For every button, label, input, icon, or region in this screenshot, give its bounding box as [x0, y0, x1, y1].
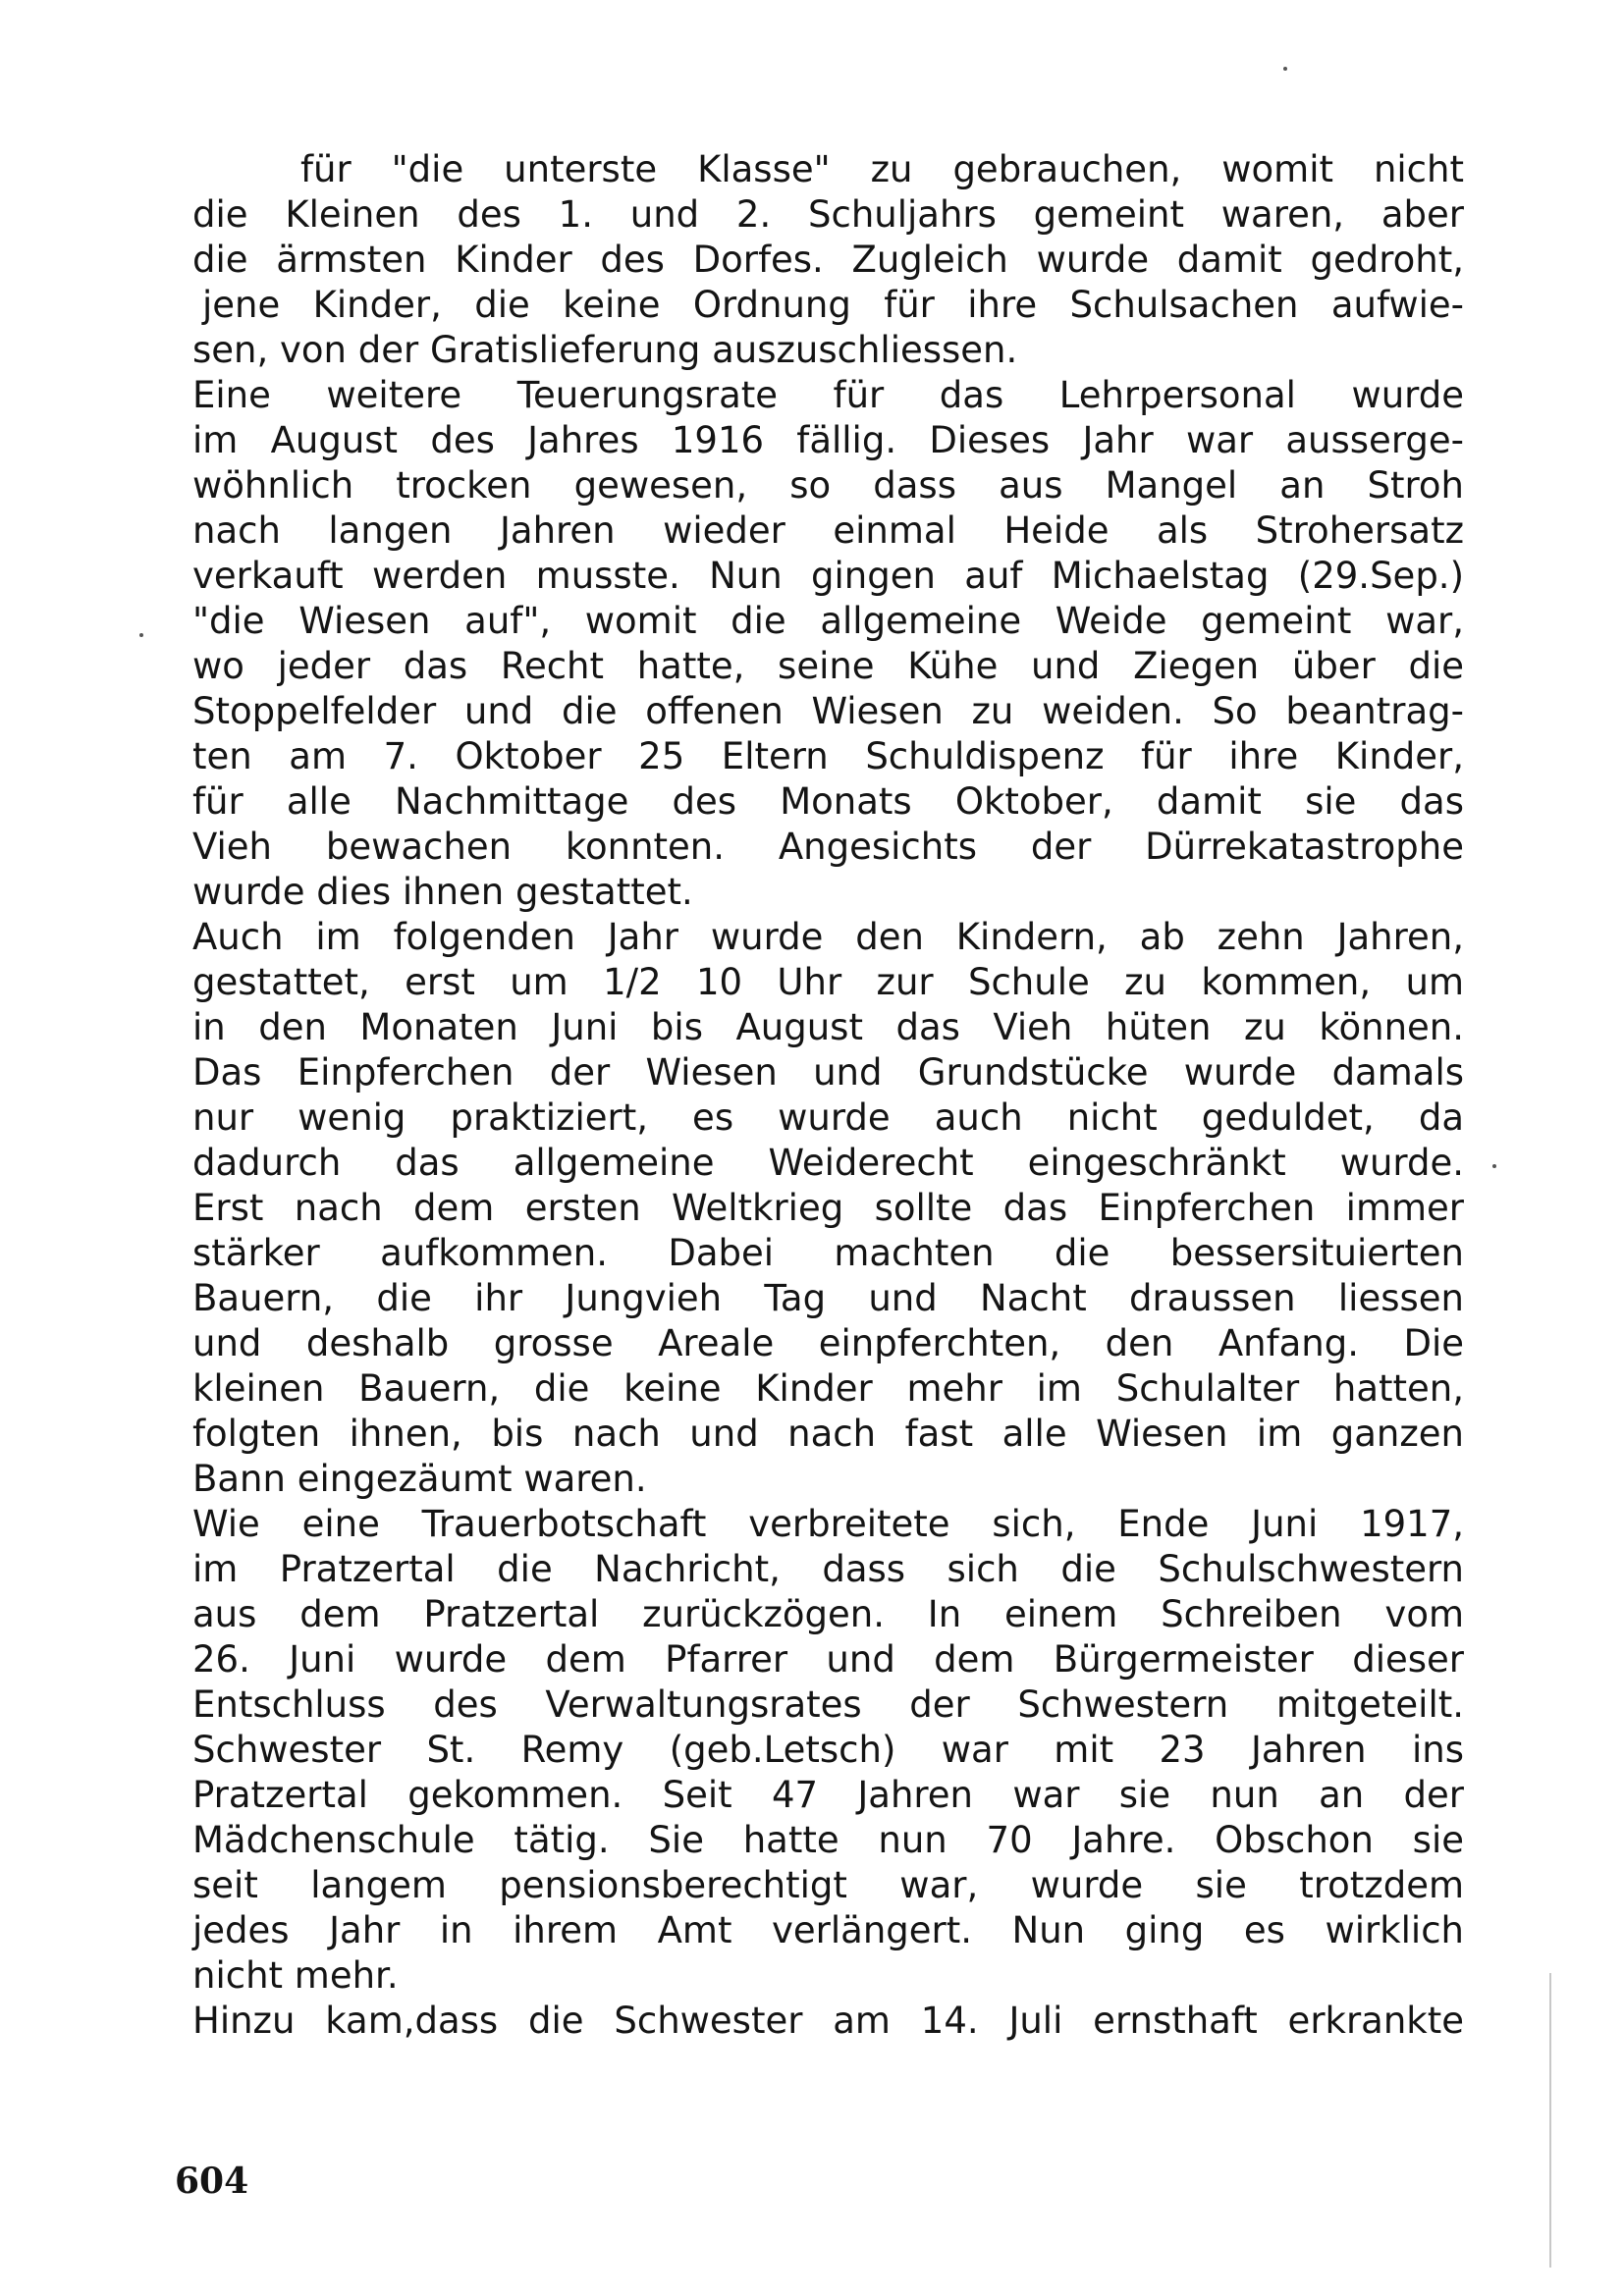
- text-line: wöhnlich trocken gewesen, so dass aus Mangel an Stroh: [192, 464, 1464, 507]
- text-line: 26. Juni wurde dem Pfarrer und dem Bürgermeister dieser: [192, 1638, 1464, 1681]
- text-line: Pratzertal gekommen. Seit 47 Jahren war sie nun an der: [192, 1774, 1464, 1816]
- text-line: Stoppelfelder und die offenen Wiesen zu weiden. So beantrag-: [192, 690, 1464, 732]
- text-line: Hinzu kam,dass die Schwester am 14. Juli ernsthaft erkrankte: [192, 2000, 1464, 2042]
- text-line: Wie eine Trauerbotschaft verbreitete sich, Ende Juni 1917,: [192, 1503, 1464, 1545]
- text-line: Auch im folgenden Jahr wurde den Kindern, ab zehn Jahren,: [192, 916, 1464, 958]
- text-line: Vieh bewachen konnten. Angesichts der Dürrekatastrophe: [192, 826, 1464, 868]
- text-line: nicht mehr.: [192, 1954, 399, 1997]
- text-line: Entschluss des Verwaltungsrates der Schwestern mitgeteilt.: [192, 1683, 1464, 1726]
- text-line: Bauern, die ihr Jungvieh Tag und Nacht draussen liessen: [192, 1277, 1464, 1319]
- scan-speck: [1492, 1164, 1496, 1168]
- text-line: sen, von der Gratislieferung auszuschliessen.: [192, 329, 1018, 371]
- text-line: für alle Nachmittage des Monats Oktober, damit sie das: [192, 780, 1464, 823]
- page-number: 604: [175, 2161, 249, 2202]
- text-line: im August des Jahres 1916 fällig. Dieses Jahr war ausserge-: [192, 419, 1464, 461]
- text-line: folgten ihnen, bis nach und nach fast alle Wiesen im ganzen: [192, 1413, 1464, 1455]
- text-line: nach langen Jahren wieder einmal Heide als Strohersatz: [192, 509, 1464, 552]
- text-line: jene Kinder, die keine Ordnung für ihre Schulsachen aufwie-: [202, 284, 1464, 326]
- text-line: gestattet, erst um 1/2 10 Uhr zur Schule zu kommen, um: [192, 961, 1464, 1003]
- text-line: stärker aufkommen. Dabei machten die bessersituierten: [192, 1232, 1464, 1274]
- text-line: die Kleinen des 1. und 2. Schuljahrs gemeint waren, aber: [192, 193, 1464, 236]
- text-line: jedes Jahr in ihrem Amt verlängert. Nun ging es wirklich: [192, 1909, 1464, 1951]
- text-line: wurde dies ihnen gestattet.: [192, 871, 693, 913]
- text-line: wo jeder das Recht hatte, seine Kühe und Ziegen über die: [192, 645, 1464, 687]
- text-line: Schwester St. Remy (geb.Letsch) war mit 23 Jahren ins: [192, 1729, 1464, 1771]
- text-line: dadurch das allgemeine Weiderecht eingeschränkt wurde.: [192, 1142, 1464, 1184]
- text-line: Eine weitere Teuerungsrate für das Lehrpersonal wurde: [192, 374, 1464, 416]
- text-line: aus dem Pratzertal zurückzögen. In einem Schreiben vom: [192, 1593, 1464, 1635]
- text-line: Mädchenschule tätig. Sie hatte nun 70 Jahre. Obschon sie: [192, 1819, 1464, 1861]
- text-line: seit langem pensionsberechtigt war, wurde sie trotzdem: [192, 1864, 1464, 1906]
- text-line: für "die unterste Klasse" zu gebrauchen, womit nicht: [300, 148, 1464, 190]
- body-text: [192, 147, 1464, 2044]
- text-line: nur wenig praktiziert, es wurde auch nicht geduldet, da: [192, 1096, 1464, 1139]
- scan-speck: [139, 633, 143, 637]
- text-line: im Pratzertal die Nachricht, dass sich die Schulschwestern: [192, 1548, 1464, 1590]
- scan-edge-line: [1549, 1973, 1551, 2268]
- text-line: und deshalb grosse Areale einpferchten, den Anfang. Die: [192, 1322, 1464, 1364]
- text-line: Bann eingezäumt waren.: [192, 1458, 647, 1500]
- text-line: verkauft werden musste. Nun gingen auf Michaelstag (29.Sep.): [192, 555, 1464, 597]
- text-line: kleinen Bauern, die keine Kinder mehr im Schulalter hatten,: [192, 1367, 1464, 1410]
- text-line: die ärmsten Kinder des Dorfes. Zugleich wurde damit gedroht,: [192, 239, 1464, 281]
- text-line: ten am 7. Oktober 25 Eltern Schuldispenz für ihre Kinder,: [192, 735, 1464, 777]
- text-line: Erst nach dem ersten Weltkrieg sollte das Einpferchen immer: [192, 1187, 1464, 1229]
- text-line: Das Einpferchen der Wiesen und Grundstücke wurde damals: [192, 1051, 1464, 1094]
- text-line: "die Wiesen auf", womit die allgemeine Weide gemeint war,: [192, 600, 1464, 642]
- scan-speck: [1283, 67, 1287, 71]
- text-line: in den Monaten Juni bis August das Vieh hüten zu können.: [192, 1006, 1464, 1048]
